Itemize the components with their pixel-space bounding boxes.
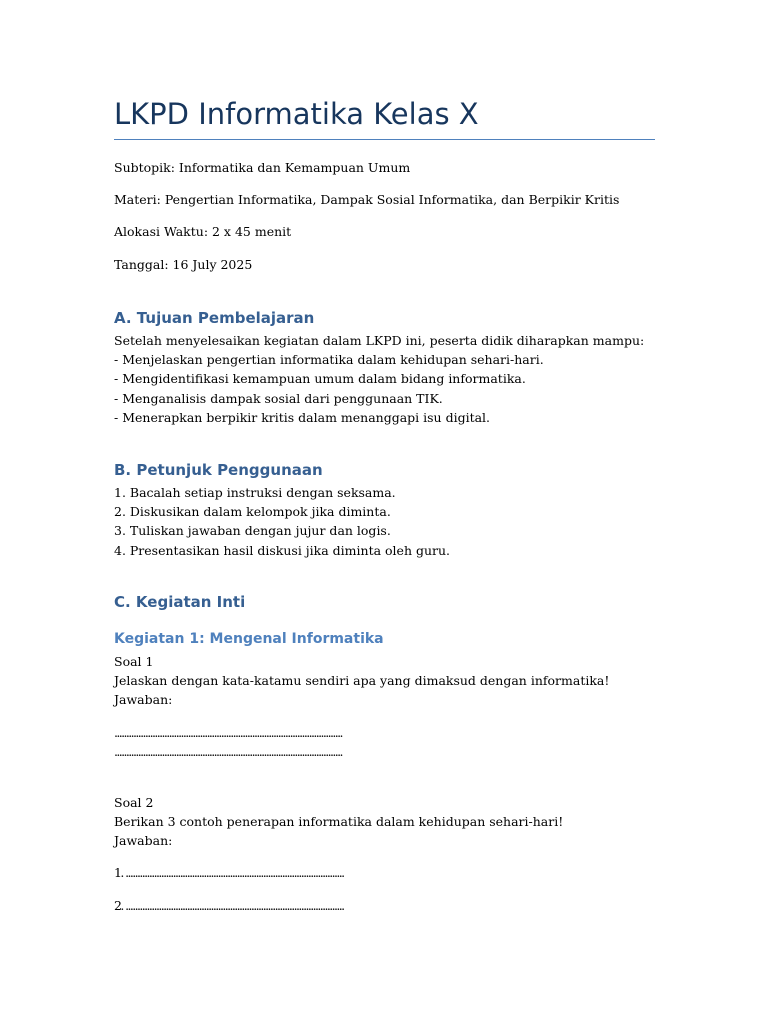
document-title: LKPD Informatika Kelas X — [114, 97, 479, 131]
soal-1-answer-label: Jawaban: — [114, 692, 173, 708]
tujuan-intro: Setelah menyelesaikan kegiatan dalam LKPD ini, peserta didik diharapkan mampu: — [114, 333, 645, 348]
soal-2-question: Berikan 3 contoh penerapan informatika dalam kehidupan sehari-hari! — [114, 814, 564, 830]
meta-materi: Materi: Pengertian Informatika, Dampak Sosial Informatika, dan Berpikir Kritis — [114, 192, 620, 207]
meta-alokasi-waktu: Alokasi Waktu: 2 x 45 menit — [114, 224, 292, 239]
heading-kegiatan-inti: C. Kegiatan Inti — [114, 593, 246, 611]
soal-1-answer-line: ................................................................................................ — [114, 744, 342, 759]
soal-1 — [114, 652, 609, 710]
petunjuk-item: 1. Bacalah setiap instruksi dengan seksama. — [114, 485, 396, 500]
meta-subtopik: Subtopik: Informatika dan Kemampuan Umum — [114, 160, 411, 175]
tujuan-item: - Menerapkan berpikir kritis dalam menanggapi isu digital. — [114, 409, 491, 425]
petunjuk-item: 2. Diskusikan dalam kelompok jika diminta. — [114, 504, 391, 520]
soal-1-label: Soal 1 — [114, 654, 154, 669]
soal-1-question: Jelaskan dengan kata-katamu sendiri apa yang dimaksud dengan informatika! — [114, 673, 610, 689]
meta-tanggal: Tanggal: 16 July 2025 — [114, 257, 253, 272]
soal-2 — [114, 793, 563, 851]
heading-petunjuk-penggunaan: B. Petunjuk Penggunaan — [114, 461, 323, 479]
soal-1-answer-line: ................................................................................................ — [114, 725, 342, 740]
soal-2-answer-label: Jawaban: — [114, 833, 173, 849]
soal-2-label: Soal 2 — [114, 795, 154, 810]
title-underline — [114, 139, 655, 140]
petunjuk-item: 4. Presentasikan hasil diskusi jika diminta oleh guru. — [114, 542, 451, 558]
petunjuk-item: 3. Tuliskan jawaban dengan jujur dan logis. — [114, 523, 391, 539]
heading-kegiatan-1: Kegiatan 1: Mengenal Informatika — [114, 631, 384, 647]
soal-2-answer-line: 1. ............................................................................................ — [114, 865, 344, 880]
tujuan-item: - Menganalisis dampak sosial dari penggunaan TIK. — [114, 390, 443, 406]
tujuan-item: - Mengidentifikasi kemampuan umum dalam bidang informatika. — [114, 371, 526, 387]
tujuan-item: - Menjelaskan pengertian informatika dalam kehidupan sehari-hari. — [114, 352, 544, 368]
soal-2-answer-line: 2. ............................................................................................ — [114, 898, 344, 913]
tujuan-list — [114, 331, 644, 427]
heading-tujuan-pembelajaran: A. Tujuan Pembelajaran — [114, 309, 315, 327]
petunjuk-list — [114, 483, 450, 560]
